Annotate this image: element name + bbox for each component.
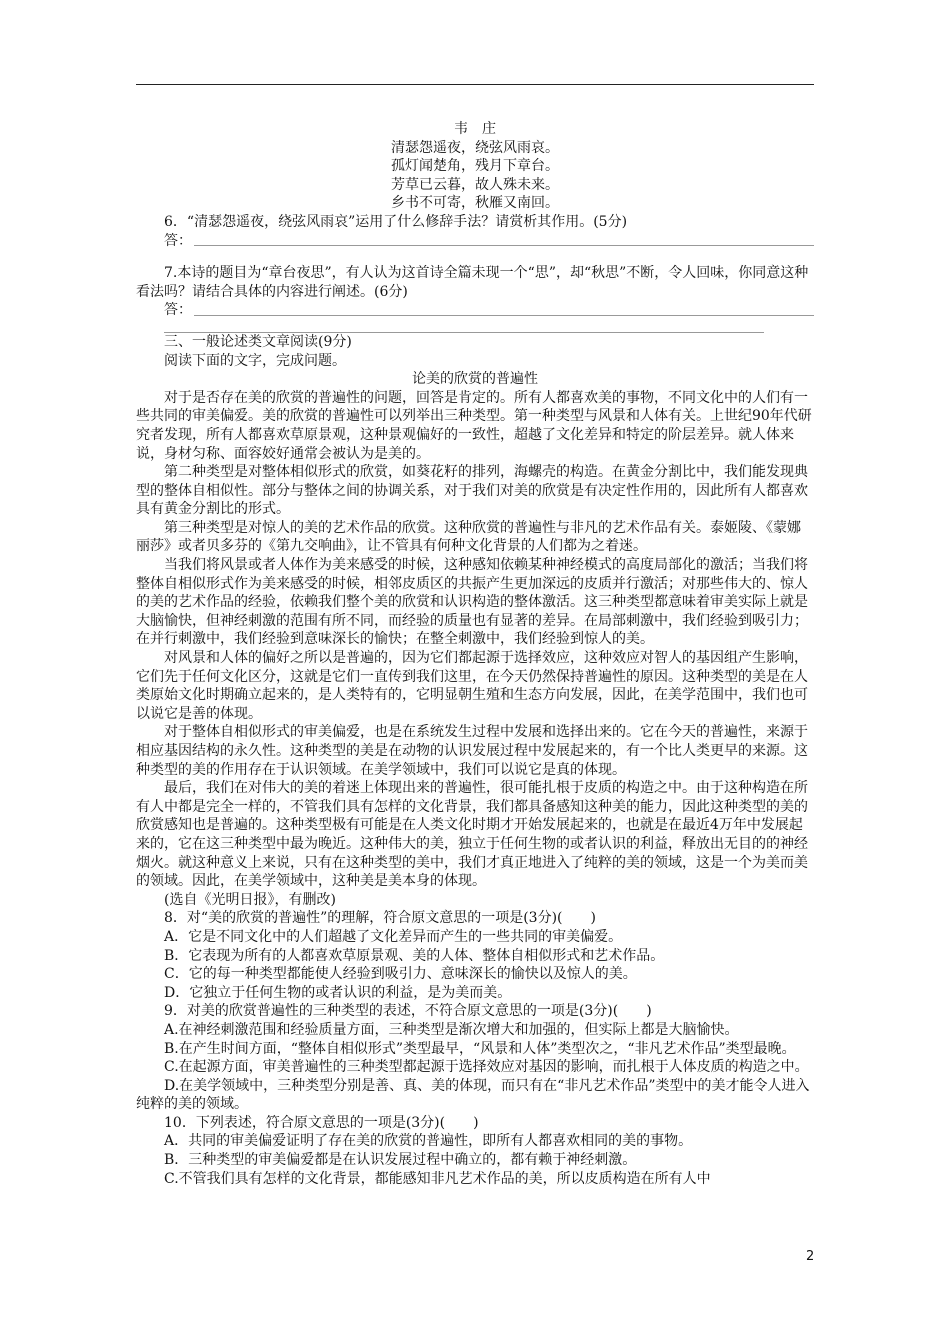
- question-7: 7.本诗的题目为“章台夜思”，有人认为这首诗全篇未现一个“思”，却“秋思”不断，令人回味，你同意这种看法吗？请结合具体的内容进行阐述。(6分): [136, 265, 809, 300]
- option[interactable]: C.不管我们具有怎样的文化背景，都能感知非凡艺术作品的美，所以皮质构造在所有人中: [164, 1170, 711, 1187]
- article-paragraph: 对风景和人体的偏好之所以是普遍的，因为它们都起源于选择效应，这种效应对智人的基因组产生影响，它们先于任何文化区分，这就是它们一直传到我们这里，在今天仍然保持普遍性的原因。这种类型的美是在人类原始文化时期确立起来的，是人类特有的，它明显朝生殖和生态方向发展，因此，在美学范围中，我们也可以说它是善的体现。: [136, 650, 808, 722]
- article-source: (选自《光明日报》，有删改): [164, 891, 336, 908]
- article-paragraph: 第三种类型是对惊人的美的艺术作品的欣赏。这种欣赏的普遍性与非凡的艺术作品有关。泰姬陵、《蒙娜丽莎》或者贝多芬的《第九交响曲》，让不管具有何种文化背景的人们都为之着迷。: [136, 519, 801, 555]
- answer-6[interactable]: [136, 232, 814, 251]
- article-paragraph: 对于是否存在美的欣赏的普遍性的问题，回答是肯定的。所有人都喜欢美的事物，不同文化中的人们有一些共同的审美偏爱。美的欣赏的普遍性可以列举出三种类型。第一种类型与风景和人体有关。上世纪90年代研究者发现，所有人都喜欢草原景观，这种景观偏好的一致性，超越了文化差异和特定的阶层差异。就人体来说，身材匀称、面容姣好通常会被认为是美的。: [136, 389, 812, 462]
- option[interactable]: B．三种类型的审美偏爱都是在认识发展过程中确立的，都有赖于神经刺激。: [164, 1152, 637, 1169]
- article-paragraph: 最后，我们在对伟大的美的着迷上体现出来的普遍性，很可能扎根于皮质的构造之中。由于这种构造在所有人中都是完全一样的，不管我们具有怎样的文化背景，我们都具备感知这种美的能力，因此这种类型的美的欣赏感知也是普遍的。这种类型极有可能是在人类文化时期才开始发展起来的，也就是在最近4万年中发展起来的，它在这三种类型中最为晚近。这种伟大的美，独立于任何生物的或者认识的利益，释放出无目的的神经烟火。就这种意义上来说，只有在这种类型的美中，我们才真正地进入了纯粹的美的领域，这是一个为美而美的领域。因此，在美学领域中，这种美是美本身的体现。: [136, 780, 808, 890]
- article-paragraph: 第二种类型是对整体相似形式的欣赏，如葵花籽的排列，海螺壳的构造。在黄金分割比中，我们能发现典型的整体自相似性。部分与整体之间的协调关系，对于我们对美的欣赏是有决定性作用的，因此所有人都喜欢具有黄金分割比的形式。: [136, 464, 808, 518]
- poem-line: 清瑟怨遥夜，绕弦风雨哀。: [391, 139, 559, 156]
- option[interactable]: B．它表现为所有的人都喜欢草原景观、美的人体、整体自相似形式和艺术作品。: [164, 947, 665, 964]
- answer-line-extra: [164, 320, 764, 333]
- article-paragraph: 对于整体自相似形式的审美偏爱，也是在系统发生过程中发展和选择出来的。它在今天的普遍性，来源于相应基因结构的永久性。这种类型的美是在动物的认识发展过程中发展起来的，有一个比人类更早的来源。这种类型的美的作用存在于认识领域。在美学领域中，我们可以说它是真的体现。: [136, 724, 808, 778]
- option[interactable]: D．它独立于任何生物的或者认识的利益，是为美而美。: [164, 984, 512, 1001]
- page-content: [136, 120, 814, 1188]
- section-heading: 三、一般论述类文章阅读(9分): [164, 333, 352, 350]
- header-rule: [136, 84, 814, 85]
- question-8: 8．对“美的欣赏的普遍性”的理解，符合原文意思的一项是(3分)( ): [164, 910, 596, 927]
- answer-line: [194, 245, 814, 246]
- answer-line: [194, 315, 814, 316]
- option[interactable]: C．它的每一种类型都能使人经验到吸引力、意味深长的愉快以及惊人的美。: [164, 966, 637, 983]
- option[interactable]: D.在美学领域中，三种类型分别是善、真、美的体现，而只有在“非凡艺术作品”类型中的美才能令人进入纯粹的美的领域。: [136, 1077, 810, 1113]
- article-paragraph: 当我们将风景或者人体作为美来感受的时候，这种感知依赖某种神经模式的高度局部化的激活；当我们将整体自相似形式作为美来感受的时候，相邻皮质区的共振产生更加深远的皮质并行激活；对那些伟大的、惊人的美的艺术作品的经验，依赖我们整个美的欣赏和认识构造的整体激活。这三种类型都意味着审美实际上就是大脑愉快，但神经刺激的范围有所不同，而经验的质量也有显著的差异。在局部刺激中，我们经验到吸引力；在并行刺激中，我们经验到意味深长的愉快；在整全刺激中，我们经验到惊人的美。: [136, 557, 808, 648]
- question-10: 10．下列表述，符合原文意思的一项是(3分)( ): [164, 1114, 479, 1131]
- poem-line: 乡书不可寄，秋雁又南回。: [391, 195, 559, 212]
- question-6: 6．“清瑟怨遥夜，绕弦风雨哀”运用了什么修辞手法？请赏析其作用。(5分): [164, 213, 628, 230]
- poem-author: 韦 庄: [454, 121, 496, 137]
- option[interactable]: A．共同的审美偏爱证明了存在美的欣赏的普遍性，即所有人都喜欢相同的美的事物。: [164, 1133, 693, 1150]
- option[interactable]: B.在产生时间方面，“整体自相似形式”类型最早，“风景和人体”类型次之，“非凡艺术作品”类型最晚。: [164, 1040, 796, 1057]
- answer-label: 答：: [164, 232, 192, 249]
- article-title: 论美的欣赏的普遍性: [412, 371, 538, 388]
- option[interactable]: C.在起源方面，审美普遍性的三种类型都起源于选择效应对基因的影响，而扎根于人体皮质的构造之中。: [164, 1059, 809, 1076]
- answer-label: 答：: [164, 302, 192, 319]
- poem-line: 芳草已云暮，故人殊未来。: [391, 176, 559, 193]
- section-instruction: 阅读下面的文字，完成问题。: [164, 352, 346, 369]
- option[interactable]: A.在神经刺激范围和经验质量方面，三种类型是渐次增大和加强的，但实际上都是大脑愉快。: [164, 1021, 739, 1038]
- answer-7[interactable]: [136, 301, 814, 320]
- option[interactable]: A．它是不同文化中的人们超越了文化差异而产生的一些共同的审美偏爱。: [164, 928, 623, 945]
- poem-line: 孤灯闻楚角，残月下章台。: [391, 158, 559, 175]
- poem: [136, 120, 814, 213]
- page-number: 2: [806, 1249, 815, 1264]
- question-9: 9．对美的欣赏普遍性的三种类型的表述，不符合原文意思的一项是(3分)( ): [164, 1003, 652, 1020]
